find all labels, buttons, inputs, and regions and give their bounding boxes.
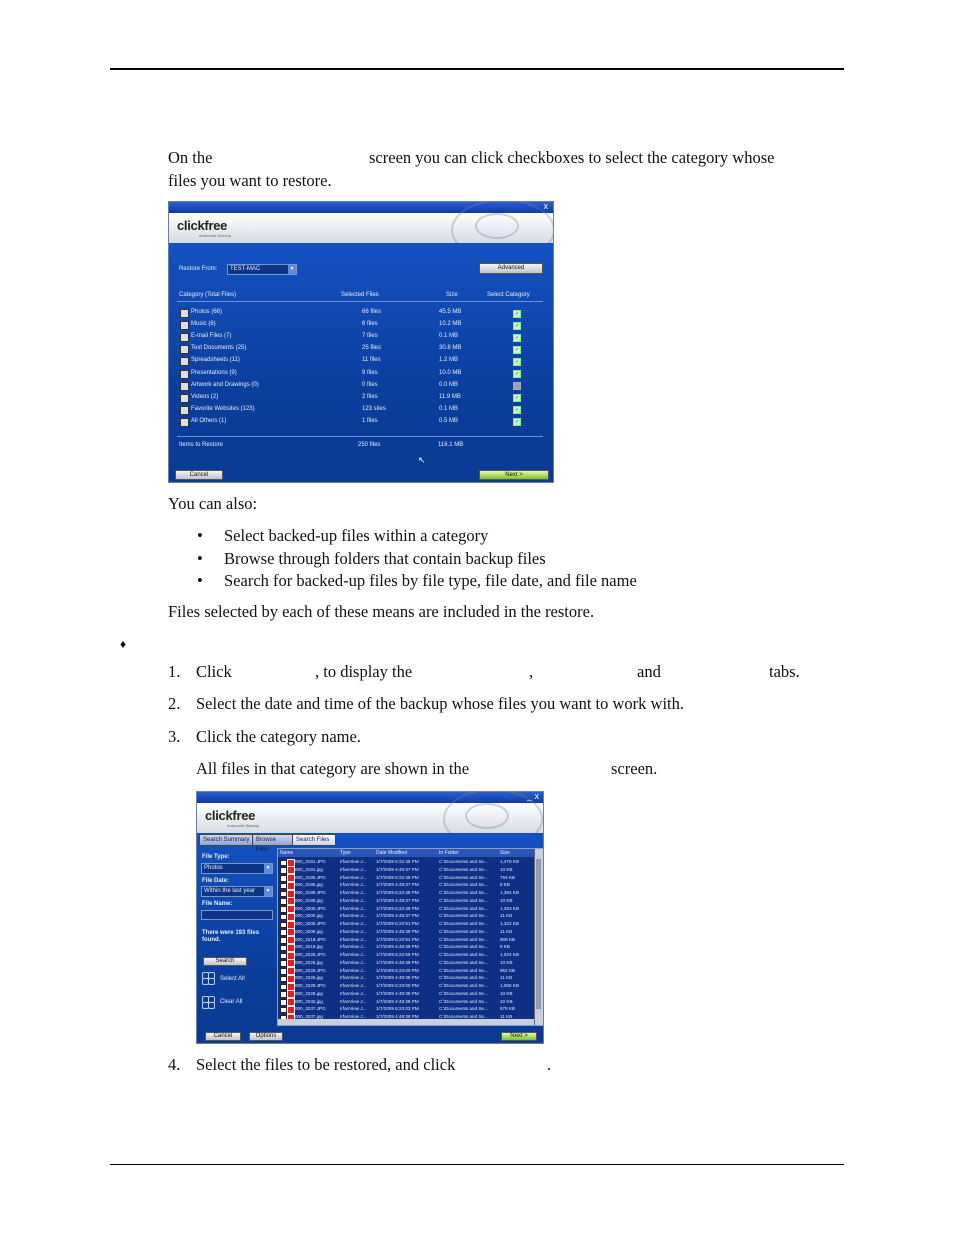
cell-date: 1/7/2009 4:48:37 PM	[376, 882, 419, 888]
category-selected-files: 7 files	[362, 333, 378, 340]
category-size: 10.2 MB	[439, 321, 462, 328]
step3-note-a: All files in that category are shown in the	[196, 759, 470, 778]
cell-type: IrfanView J...	[340, 944, 367, 950]
cell-size: 9 KB	[500, 944, 510, 950]
mouse-cursor-icon: ↖	[418, 455, 426, 465]
category-size: 30.8 MB	[439, 345, 462, 352]
category-selected-files: 6 files	[362, 321, 378, 328]
col-selected-files: Selected Files	[341, 292, 379, 298]
file-type-value: Photos	[204, 865, 223, 871]
step4-b: .	[547, 1055, 552, 1074]
cell-name: 000_3218.jpg	[295, 944, 323, 950]
category-icon	[180, 406, 189, 415]
col-size[interactable]: Size	[500, 850, 510, 856]
category-name-link[interactable]: Artwork and Drawings (0)	[191, 381, 259, 388]
cell-type: IrfanView J...	[340, 890, 367, 895]
cell-name: 000_3195.jpg	[295, 882, 323, 888]
cell-size: 1,066 KB	[500, 983, 519, 988]
cell-type: IrfanView J...	[340, 866, 367, 872]
cell-size: 1,253 KB	[500, 905, 519, 911]
cell-name: 000_3195.JPG	[295, 874, 326, 880]
cell-type: IrfanView J...	[340, 998, 367, 1004]
items-to-restore-files: 250 files	[358, 442, 381, 448]
cell-folder: C:\Documents and Se...	[439, 882, 488, 888]
cell-folder: C:\Documents and Se...	[439, 959, 488, 965]
category-name-link[interactable]: Text Documents (25)	[191, 345, 247, 352]
cell-folder: C:\Documents and Se...	[439, 936, 488, 942]
cell-size: 10 KB	[500, 866, 513, 872]
category-checkbox[interactable]: ✓	[514, 358, 520, 365]
cell-type: IrfanView J...	[340, 952, 367, 957]
also-summary: Files selected by each of these means are included in the restore.	[168, 602, 595, 621]
step2-number: 2.	[168, 694, 181, 713]
chevron-down-icon[interactable]: ▼	[265, 865, 271, 871]
cell-date: 1/7/2009 4:48:38 PM	[376, 998, 419, 1004]
col-category: Category (Total Files)	[179, 292, 237, 298]
table-row[interactable]	[278, 943, 534, 951]
advanced-button[interactable]: Advanced	[479, 263, 543, 274]
file-type-dropdown[interactable]	[201, 863, 273, 874]
chevron-down-icon[interactable]: ▼	[289, 266, 295, 272]
cell-folder: C:\Documents and Se...	[439, 990, 488, 996]
category-name-link[interactable]: Videos (2)	[191, 393, 219, 400]
table-row[interactable]	[278, 936, 534, 944]
horizontal-scrollbar[interactable]	[278, 1019, 534, 1025]
cell-size: 10 KB	[500, 959, 513, 965]
cancel-button[interactable]: Cancel	[205, 1032, 241, 1041]
cell-name: 000_3226.jpg	[295, 975, 323, 981]
category-icon	[180, 394, 189, 403]
cancel-button[interactable]: Cancel	[175, 470, 223, 480]
table-row[interactable]	[278, 881, 534, 889]
category-size: 0.1 MB	[439, 405, 459, 412]
cell-size: 11 KB	[500, 928, 513, 934]
category-name-link[interactable]: Music (6)	[191, 321, 216, 328]
col-in-folder[interactable]: In Folder	[439, 850, 459, 856]
vertical-scrollbar[interactable]	[534, 849, 543, 1025]
options-button[interactable]: Options	[249, 1032, 283, 1041]
col-date-modified[interactable]: Date Modified	[376, 850, 407, 856]
cell-date: 1/7/2009 6:22:46 PM	[376, 874, 419, 880]
table-row[interactable]	[278, 959, 534, 967]
cell-name: 000_3191.jpg	[295, 866, 323, 872]
table-row[interactable]	[278, 967, 534, 975]
cell-date: 1/7/2009 4:48:37 PM	[376, 897, 419, 903]
disc-graphic-inner	[475, 213, 519, 239]
cell-size: 11 KB	[500, 975, 513, 981]
cell-name: 000_3237.JPG	[295, 1006, 326, 1012]
cell-size: 1,322 KB	[500, 921, 519, 926]
table-row[interactable]	[278, 951, 534, 959]
category-name-link[interactable]: Photos (66)	[191, 309, 223, 315]
category-size: 10.0 MB	[439, 369, 462, 376]
cell-name: 000_3226.JPG	[295, 967, 326, 973]
table-row[interactable]	[278, 897, 534, 905]
cell-name: 000_3228.jpg	[295, 990, 323, 996]
intro-line1-start: On the	[168, 148, 213, 167]
cell-size: 11 KB	[500, 1014, 513, 1019]
category-checkbox[interactable]: ✓	[514, 407, 520, 414]
step1-d: and	[637, 662, 661, 681]
restore-body	[169, 243, 553, 482]
search-body	[197, 833, 543, 1043]
file-name-input[interactable]	[201, 910, 273, 920]
cell-type: IrfanView J...	[340, 882, 367, 888]
cell-folder: C:\Documents and Se...	[439, 890, 488, 895]
bullet-dot-icon: •	[197, 548, 203, 568]
category-selected-files: 66 files	[362, 309, 382, 315]
cell-size: 878 KB	[500, 1006, 516, 1012]
category-selected-files: 25 files	[362, 345, 382, 352]
cell-type: IrfanView J...	[340, 1006, 367, 1012]
step1-c: ,	[529, 662, 534, 681]
cell-size: 10 KB	[500, 990, 513, 996]
cell-folder: C:\Documents and Se...	[439, 913, 488, 919]
cell-type: IrfanView J...	[340, 1014, 367, 1019]
cell-date: 1/7/2009 4:48:37 PM	[376, 913, 419, 919]
file-date-value: Within the last year	[204, 888, 256, 894]
col-select-category: Select Category	[487, 292, 530, 298]
category-selected-files: 0 files	[362, 381, 378, 388]
cell-date: 1/7/2009 4:48:38 PM	[376, 975, 419, 981]
category-icon	[180, 309, 189, 318]
cell-date: 1/7/2009 6:22:56 PM	[376, 952, 419, 957]
select-all-icon[interactable]	[202, 972, 214, 984]
cell-size: 10 KB	[500, 897, 513, 903]
clickfree-logo-2: clickfree	[205, 808, 256, 823]
cell-size: 908 KB	[500, 936, 516, 942]
bullet-item: Select backed-up files within a category	[224, 526, 489, 545]
tab-browse-files[interactable]: Browse Files	[252, 834, 294, 846]
cell-size: 1,024 KB	[500, 952, 519, 957]
clickfree-logo: clickfree	[177, 218, 228, 233]
category-selected-files: 9 files	[362, 369, 378, 376]
window-controls-icon[interactable]: _ x	[526, 791, 539, 801]
cell-type: IrfanView J...	[340, 913, 367, 919]
found-count-text: There were 193 files	[202, 930, 260, 936]
file-name-label: File Name:	[202, 901, 233, 907]
cell-date: 1/7/2009 6:22:51 PM	[376, 921, 419, 926]
step1-b: , to display the	[315, 662, 413, 681]
logo-tagline-2: Automatic Backup	[227, 823, 260, 828]
cell-folder: C:\Documents and Se...	[439, 983, 488, 988]
cell-type: IrfanView J...	[340, 928, 367, 934]
category-icon	[180, 333, 189, 342]
category-name-link[interactable]: All Others (1)	[191, 417, 227, 424]
file-type-label: File Type:	[202, 854, 230, 860]
tab-search-summary[interactable]: Search Summary	[199, 834, 254, 846]
cell-name: 000_3206.JPG	[295, 921, 326, 926]
scroll-thumb[interactable]	[536, 859, 541, 1009]
cell-folder: C:\Documents and Se...	[439, 897, 488, 903]
category-icon	[180, 370, 189, 379]
step1-number: 1.	[168, 662, 181, 681]
cell-type: IrfanView J...	[340, 859, 367, 864]
found-count-text-2: found.	[202, 937, 221, 943]
cell-name: 000_3206.jpg	[295, 928, 323, 934]
bullet-item: Browse through folders that contain backup files	[224, 548, 546, 568]
cell-name: 000_3237.jpg	[295, 1014, 323, 1019]
category-selected-files: 11 files	[362, 357, 381, 364]
category-name-link[interactable]: Spreadsheets (11)	[191, 357, 240, 364]
cell-date: 1/7/2009 4:48:37 PM	[376, 866, 419, 872]
cell-folder: C:\Documents and Se...	[439, 975, 488, 981]
step4-a: Select the files to be restored, and click	[196, 1055, 456, 1074]
category-size: 11.9 MB	[439, 393, 461, 400]
category-icon	[180, 321, 189, 330]
procedure-diamond-icon: ♦	[120, 637, 127, 651]
banner	[169, 213, 553, 243]
category-size: 1.2 MB	[439, 357, 459, 364]
table-row[interactable]	[278, 912, 534, 920]
step4-number: 4.	[168, 1055, 181, 1074]
cell-date: 1/7/2009 6:22:48 PM	[376, 890, 419, 895]
search-files-screenshot	[196, 791, 544, 1044]
table-row[interactable]	[278, 928, 534, 936]
table-row[interactable]	[278, 974, 534, 982]
category-checkbox[interactable]: ✓	[514, 371, 520, 377]
step1-a: Click	[196, 662, 232, 681]
restore-from-value: TEST-MAC	[230, 266, 261, 272]
category-checkbox[interactable]: ✓	[514, 346, 520, 353]
col-type[interactable]: Type	[340, 850, 351, 856]
cell-folder: C:\Documents and Se...	[439, 859, 488, 864]
file-results-grid	[277, 848, 544, 1026]
header-divider	[177, 301, 543, 302]
cell-folder: C:\Documents and Se...	[439, 874, 488, 880]
intro-line2: files you want to restore.	[168, 171, 332, 190]
cell-type: IrfanView J...	[340, 967, 367, 973]
cell-type: IrfanView J...	[340, 983, 367, 988]
category-size: 45.5 MB	[439, 309, 462, 315]
close-icon[interactable]: x	[543, 201, 548, 211]
restore-category-screenshot	[168, 201, 554, 483]
cell-folder: C:\Documents and Se...	[439, 1006, 488, 1012]
cell-folder: C:\Documents and Se...	[439, 928, 488, 934]
items-to-restore-label: Items to Restore	[179, 442, 224, 448]
restore-from-label: Restore From:	[179, 266, 218, 272]
cell-size: 11 KB	[500, 913, 513, 919]
cell-size: 1,394 KB	[500, 890, 519, 895]
category-checkbox[interactable]: ✓	[514, 310, 520, 317]
cell-date: 1/7/2009 4:48:38 PM	[376, 990, 419, 996]
category-size: 0.5 MB	[439, 417, 459, 424]
cell-folder: C:\Documents and Se...	[439, 1014, 488, 1019]
category-selected-files: 2 files	[362, 393, 378, 400]
cell-size: 1,279 KB	[500, 859, 519, 864]
cell-date: 1/7/2009 6:23:00 PM	[376, 967, 419, 973]
logo-tagline: Automatic Backup	[199, 233, 232, 238]
cell-date: 1/7/2009 4:48:38 PM	[376, 959, 419, 965]
next-button[interactable]: Next >	[479, 470, 549, 480]
cell-date: 1/7/2009 4:48:38 PM	[376, 944, 419, 950]
cell-date: 1/7/2009 6:23:00 PM	[376, 983, 419, 988]
file-date-label: File Date:	[202, 878, 230, 884]
category-icon	[180, 357, 189, 366]
cell-date: 1/7/2009 4:48:38 PM	[376, 1014, 419, 1019]
category-name-link[interactable]: Favorite Websites (123)	[191, 405, 255, 412]
cell-folder: C:\Documents and Se...	[439, 952, 488, 957]
cell-type: IrfanView J...	[340, 905, 367, 911]
category-checkbox[interactable]: ✓	[514, 334, 520, 341]
cell-name: 000_3225.jpg	[295, 959, 323, 965]
table-row[interactable]	[278, 905, 534, 913]
category-size: 0.1 MB	[439, 333, 459, 340]
cell-name: 000_3228.JPG	[295, 983, 326, 988]
table-row[interactable]	[278, 920, 534, 928]
cell-folder: C:\Documents and Se...	[439, 944, 488, 950]
cell-date: 1/7/2009 6:22:45 PM	[376, 859, 419, 864]
cell-name: 000_3191.JPG	[295, 859, 326, 864]
col-size: Size	[446, 292, 458, 298]
select-all-link[interactable]: Select All	[220, 976, 245, 982]
tab-search-files[interactable]: Search Files	[292, 834, 336, 846]
clear-all-icon[interactable]	[202, 996, 214, 1008]
bullet-item: Search for backed-up files by file type, file date, and file name	[224, 571, 637, 590]
cell-date: 1/7/2009 6:22:49 PM	[376, 905, 419, 911]
cell-name: 000_3198.jpg	[295, 897, 323, 903]
cell-size: 794 KB	[500, 874, 516, 880]
category-icon	[180, 382, 189, 391]
category-checkbox[interactable]: ✓	[514, 322, 520, 329]
table-row[interactable]	[278, 874, 534, 882]
cell-name: 000_3198.JPG	[295, 890, 326, 895]
category-checkbox[interactable]: ✓	[514, 395, 520, 402]
search-button[interactable]: Search	[203, 957, 247, 966]
also-lead: You can also:	[168, 494, 258, 513]
banner-2	[197, 803, 543, 833]
cell-name: 000_3200.jpg	[295, 913, 323, 919]
restore-from-dropdown[interactable]	[227, 264, 297, 275]
cell-folder: C:\Documents and Se...	[439, 967, 488, 973]
category-icon	[180, 418, 189, 427]
cell-folder: C:\Documents and Se...	[439, 905, 488, 911]
next-button[interactable]: Next >	[501, 1032, 537, 1041]
cell-type: IrfanView J...	[340, 975, 367, 981]
category-checkbox[interactable]: ✓	[514, 419, 520, 426]
table-row[interactable]	[278, 990, 534, 998]
cell-type: IrfanView J...	[340, 959, 367, 965]
cell-folder: C:\Documents and Se...	[439, 998, 488, 1004]
header-rule	[110, 68, 844, 70]
step3-number: 3.	[168, 727, 181, 746]
col-name[interactable]: Name	[280, 850, 294, 856]
category-checkbox[interactable]	[513, 382, 521, 390]
table-row[interactable]	[278, 866, 534, 874]
intro-line1-end: screen you can click checkboxes to select the category whose	[369, 148, 775, 167]
cell-size: 852 KB	[500, 967, 516, 973]
cell-name: 000_3218.JPG	[295, 936, 326, 942]
cell-size: 10 KB	[500, 998, 513, 1004]
table-row[interactable]	[278, 1005, 534, 1013]
cell-folder: C:\Documents and Se...	[439, 921, 488, 926]
cell-folder: C:\Documents and Se...	[439, 866, 488, 872]
step2-text: Select the date and time of the backup whose files you want to work with.	[196, 694, 684, 713]
cell-date: 1/7/2009 6:22:54 PM	[376, 936, 419, 942]
total-divider	[177, 436, 543, 437]
category-selected-files: 1 files	[362, 417, 378, 424]
category-icon	[180, 345, 189, 354]
category-name-link[interactable]: Presentations (9)	[191, 369, 237, 376]
step3-text: Click the category name.	[196, 727, 361, 746]
footer-rule	[110, 1164, 844, 1165]
category-selected-files: 123 sites	[362, 405, 387, 412]
clear-all-link[interactable]: Clear All	[220, 999, 243, 1005]
table-row[interactable]	[278, 858, 534, 866]
bullet-dot-icon: •	[197, 526, 203, 545]
cell-name: 000_3225.JPG	[295, 952, 326, 957]
chevron-down-icon[interactable]: ▼	[265, 888, 271, 894]
bullet-dot-icon: •	[197, 571, 203, 590]
cell-name: 000_3200.JPG	[295, 905, 326, 911]
cell-type: IrfanView J...	[340, 897, 367, 903]
category-name-link[interactable]: E-mail Files (7)	[191, 333, 232, 340]
cell-type: IrfanView J...	[340, 874, 367, 880]
table-row[interactable]	[278, 982, 534, 990]
table-row[interactable]	[278, 889, 534, 897]
cell-date: 1/7/2009 6:23:03 PM	[376, 1006, 419, 1012]
cell-type: IrfanView J...	[340, 936, 367, 942]
step3-note-b: screen.	[611, 759, 658, 778]
file-date-dropdown[interactable]	[201, 886, 273, 897]
cell-size: 8 KB	[500, 882, 510, 888]
step1-e: tabs.	[769, 662, 800, 681]
cell-name: 000_3232.jpg	[295, 998, 323, 1004]
cell-date: 1/7/2009 4:48:39 PM	[376, 928, 419, 934]
disc-graphic-2-inner	[465, 803, 509, 829]
items-to-restore-size: 116.1 MB	[438, 442, 464, 448]
cell-type: IrfanView J...	[340, 990, 367, 996]
cell-type: IrfanView J...	[340, 921, 367, 926]
category-size: 0.0 MB	[439, 381, 459, 388]
table-row[interactable]	[278, 998, 534, 1006]
grid-header	[278, 849, 534, 857]
